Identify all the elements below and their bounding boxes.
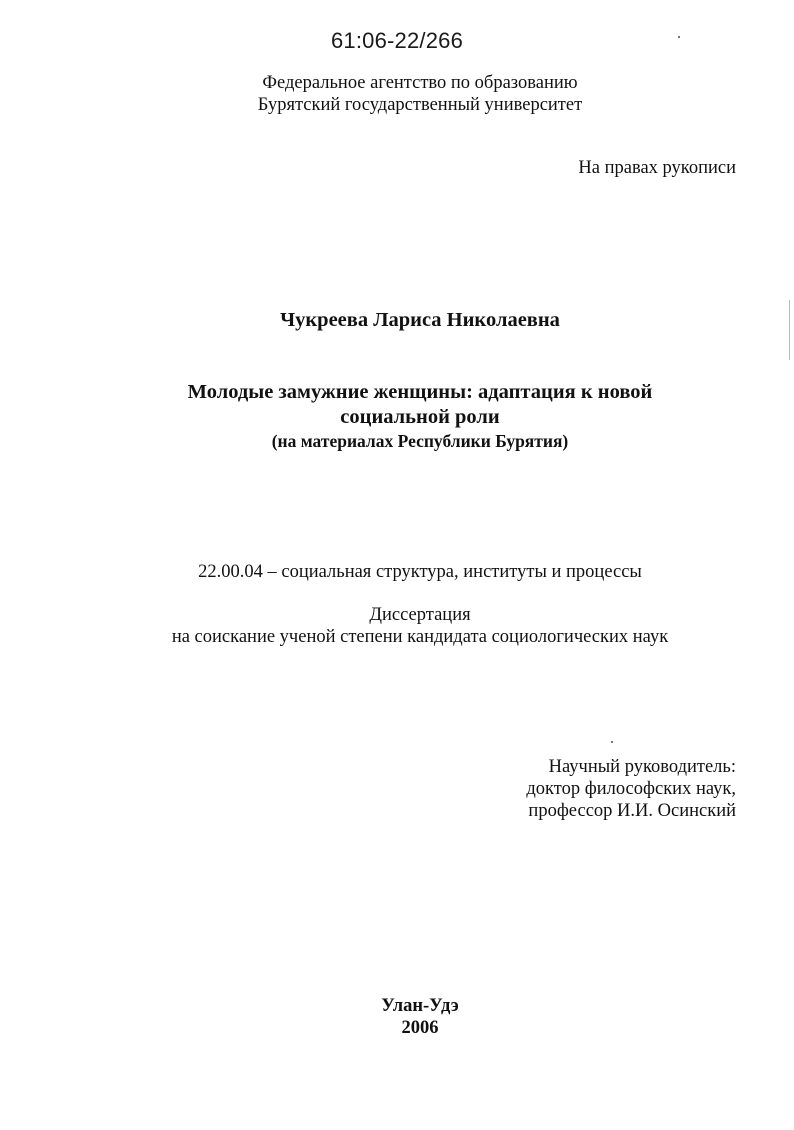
year: 2006: [401, 1018, 439, 1038]
title-line-1: Молодые замужние женщины: адаптация к новой: [187, 381, 653, 403]
scan-speck: [611, 741, 613, 743]
scan-speck: [678, 36, 680, 38]
organization-block: [0, 72, 794, 116]
dissertation-label: Диссертация: [369, 605, 471, 625]
advisor-degree: доктор философских наук,: [526, 779, 736, 799]
dissertation-type: [0, 604, 794, 648]
advisor-block: [526, 756, 736, 822]
advisor-label: Научный руководитель:: [548, 757, 736, 777]
dissertation-title: [0, 380, 794, 430]
author-name: Чукреева Лариса Николаевна: [280, 309, 560, 331]
scan-speck: [789, 300, 790, 360]
place-and-year: [0, 995, 794, 1039]
university-name: Бурятский государственный университет: [257, 95, 583, 115]
rights-note: На правах рукописи: [578, 158, 736, 178]
archive-stamp-number: 61:06-22/266: [330, 28, 464, 53]
dissertation-subtitle: (на материалах Республики Бурятия): [271, 431, 569, 451]
specialty-code: 22.00.04 – социальная структура, институты и процессы: [198, 562, 642, 582]
advisor-name: профессор И.И. Осинский: [528, 801, 736, 821]
agency-name: Федеральное агентство по образованию: [262, 73, 578, 93]
title-line-2: социальной роли: [340, 406, 500, 428]
degree-line: на соискание ученой степени кандидата социологических наук: [171, 627, 669, 647]
city: Улан-Удэ: [381, 996, 459, 1016]
